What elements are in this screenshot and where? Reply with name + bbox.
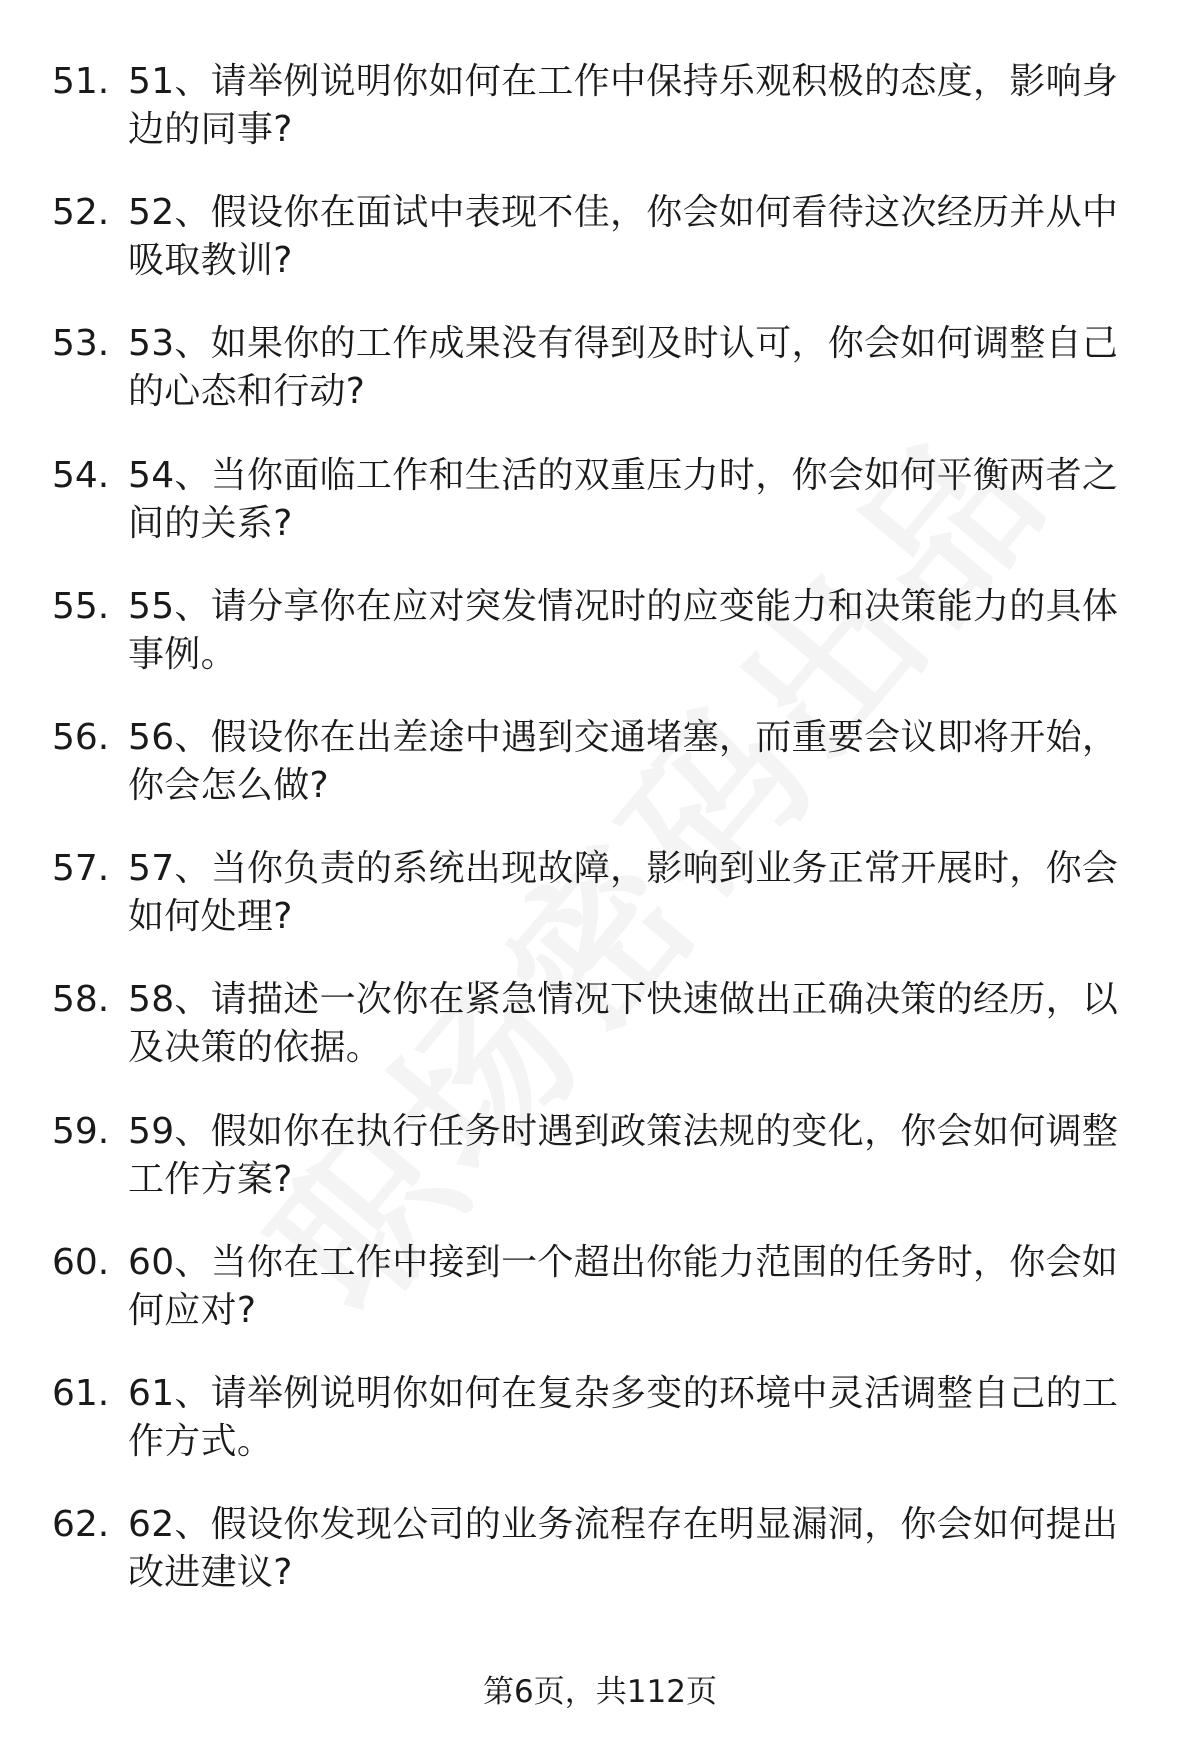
page-footer: 第6页，共112页: [483, 1674, 717, 1710]
list-item: [0, 976, 1200, 1107]
item-number: 55.: [52, 585, 110, 627]
item-number: 62.: [52, 1504, 110, 1546]
list-item: [0, 452, 1200, 583]
question-list: [0, 58, 1200, 1632]
item-text: 60、当你在工作中接到一个超出你能力范围的任务时，你会如何应对?: [128, 1241, 1119, 1331]
list-item: [0, 845, 1200, 976]
item-number: 58.: [52, 979, 110, 1021]
list-item: [0, 1501, 1200, 1632]
item-text: 56、假设你在出差途中遇到交通堵塞，而重要会议即将开始，你会怎么做?: [128, 716, 1119, 806]
item-number: 60.: [52, 1241, 110, 1283]
item-number: 52.: [52, 192, 110, 234]
list-item: [0, 1370, 1200, 1501]
list-item: [0, 1239, 1200, 1370]
item-number: 57.: [52, 848, 110, 890]
item-text: 55、请分享你在应对突发情况时的应变能力和决策能力的具体事例。: [128, 585, 1119, 675]
list-item: [0, 1108, 1200, 1239]
item-text: 58、请描述一次你在紧急情况下快速做出正确决策的经历，以及决策的依据。: [128, 979, 1119, 1069]
list-item: [0, 714, 1200, 845]
item-text: 52、假设你在面试中表现不佳，你会如何看待这次经历并从中吸取教训?: [128, 192, 1119, 282]
item-number: 59.: [52, 1110, 110, 1152]
item-text: 57、当你负责的系统出现故障，影响到业务正常开展时，你会如何处理?: [128, 848, 1119, 938]
item-number: 54.: [52, 454, 110, 496]
list-item: [0, 58, 1200, 189]
item-number: 51.: [52, 61, 110, 102]
item-text: 53、如果你的工作成果没有得到及时认可，你会如何调整自己的心态和行动?: [128, 323, 1119, 413]
list-item: [0, 583, 1200, 714]
list-item: [0, 189, 1200, 320]
item-number: 56.: [52, 716, 110, 758]
item-text: 61、请举例说明你如何在复杂多变的环境中灵活调整自己的工作方式。: [128, 1372, 1119, 1462]
item-text: 54、当你面临工作和生活的双重压力时，你会如何平衡两者之间的关系?: [128, 454, 1119, 544]
list-item: [0, 320, 1200, 451]
item-number: 61.: [52, 1372, 110, 1414]
item-number: 53.: [52, 323, 110, 365]
item-text: 51、请举例说明你如何在工作中保持乐观积极的态度，影响身边的同事?: [128, 61, 1119, 150]
item-text: 62、假设你发现公司的业务流程存在明显漏洞，你会如何提出改进建议?: [128, 1504, 1119, 1594]
item-text: 59、假如你在执行任务时遇到政策法规的变化，你会如何调整工作方案?: [128, 1110, 1119, 1200]
